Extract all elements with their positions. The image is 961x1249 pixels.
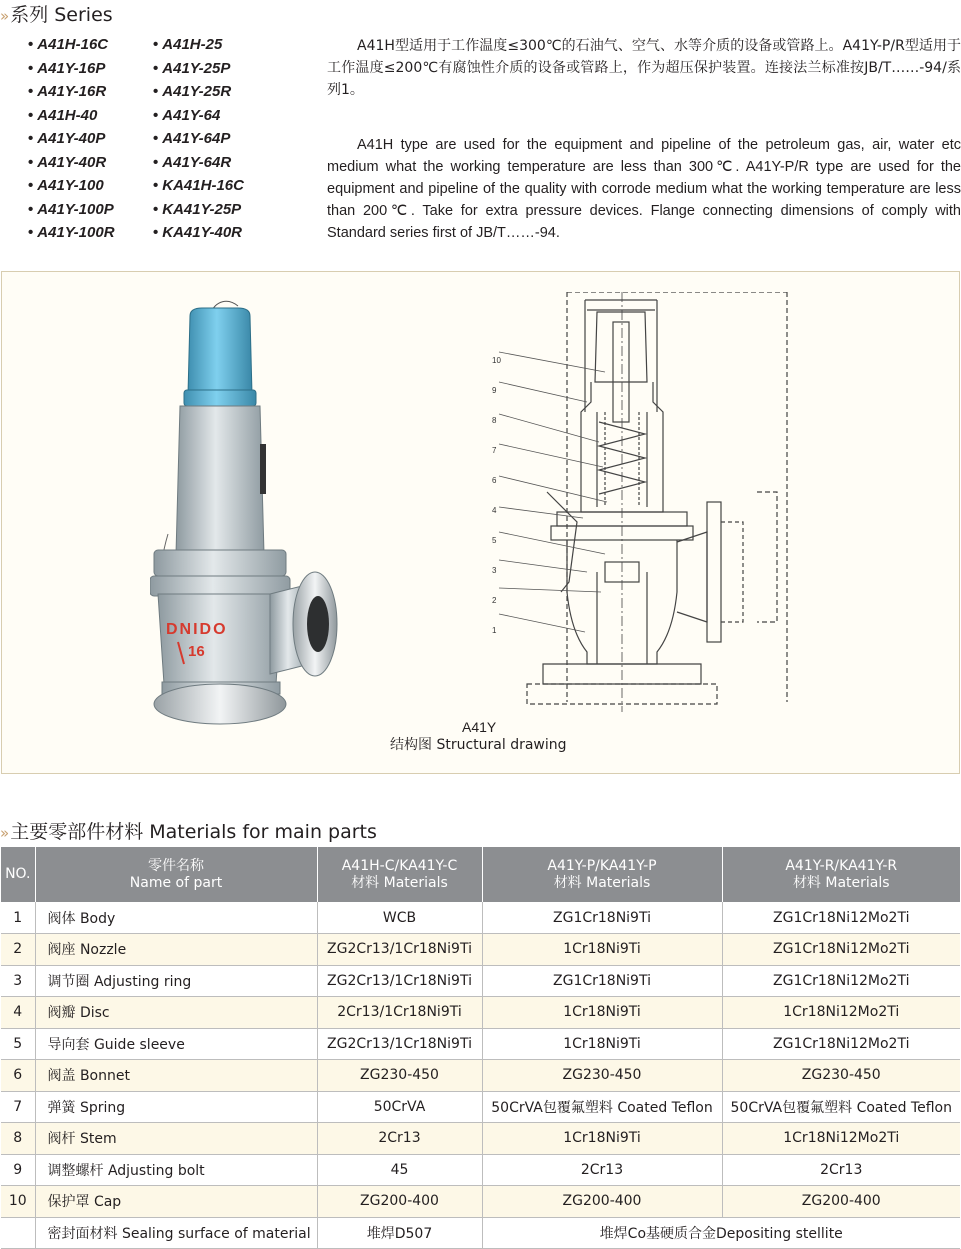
model-column-2	[153, 36, 283, 248]
callout-number: 9	[492, 386, 497, 395]
materials-table	[1, 847, 960, 1249]
table-row	[1, 1154, 960, 1186]
svg-text:16: 16	[188, 643, 205, 660]
cell-name: 导向套 Guide sleeve	[35, 1028, 317, 1060]
cell-c1: 50CrVA	[317, 1091, 482, 1123]
cell-no: 10	[1, 1186, 35, 1218]
model-item: • A41Y-40R	[28, 153, 107, 171]
model-item: • A41H-16C	[28, 36, 109, 53]
cell-c2: 1Cr18Ni9Ti	[482, 1028, 722, 1060]
caption-code: A41Y	[462, 719, 497, 735]
table-row	[1, 1091, 960, 1123]
cell-no	[1, 1217, 35, 1249]
callout-number: 2	[492, 596, 497, 605]
model-item: • A41H-25	[153, 36, 223, 53]
bullet-icon: •	[28, 59, 34, 77]
description-cn: A41H型适用于工作温度≤300℃的石油气、空气、水等介质的设备或管路上。A41Y-P/R型适用于工作温度≤200℃有腐蚀性介质的设备或管路上，作为超压保护装置。连接法兰标准按JB/T……-94/系列1。	[327, 38, 961, 98]
cell-c3: 1Cr18Ni12Mo2Ti	[722, 997, 960, 1029]
callout-number: 5	[492, 536, 497, 545]
header-col2: A41Y-P/KA41Y-P 材料 Materials	[482, 847, 722, 902]
model-item: • A41Y-25R	[153, 83, 232, 100]
table-row	[1, 1123, 960, 1155]
cell-c2: 1Cr18Ni9Ti	[482, 997, 722, 1029]
cell-c3: 2Cr13	[722, 1154, 960, 1186]
bullet-icon: •	[153, 106, 159, 124]
cell-no: 2	[1, 934, 35, 966]
callout-number: 4	[492, 506, 497, 515]
cell-name: 阀体 Body	[35, 902, 317, 934]
table-row	[1, 1060, 960, 1092]
callout-number: 1	[492, 626, 497, 635]
callout-number: 6	[492, 476, 497, 485]
bullet-icon: •	[153, 200, 159, 218]
cell-no: 9	[1, 1154, 35, 1186]
description-en: A41H type are used for the equipment and pipeline of the petroleum gas, air, water etc medium what the working temperature are less than 300℃. A41Y-P/R type are used for the equipment and pipeline of the quality with corrode medium what the working temperature are less than 200℃. Take for extra pressure devices. Flange connecting dimensions of comply with Standard series first of JB/T……-94.	[327, 137, 961, 241]
cell-no: 7	[1, 1091, 35, 1123]
table-row	[1, 902, 960, 934]
cell-name: 阀杆 Stem	[35, 1123, 317, 1155]
callout-number: 7	[492, 446, 497, 455]
cell-name: 阀盖 Bonnet	[35, 1060, 317, 1092]
cell-c3: ZG1Cr18Ni12Mo2Ti	[722, 965, 960, 997]
cell-c2: 2Cr13	[482, 1154, 722, 1186]
cell-name: 调整螺杆 Adjusting bolt	[35, 1154, 317, 1186]
model-column-1	[28, 36, 158, 248]
bullet-icon: •	[28, 200, 34, 218]
cell-c2: 50CrVA包覆氟塑料 Coated Teflon	[482, 1091, 722, 1123]
valve-photo	[150, 294, 350, 734]
model-item: • A41Y-100P	[28, 200, 114, 218]
cell-c2: 1Cr18Ni9Ti	[482, 1123, 722, 1155]
bullet-icon: •	[153, 153, 159, 171]
model-item: • A41Y-40P	[28, 130, 106, 147]
bullet-icon: •	[153, 177, 159, 194]
cell-c3: ZG1Cr18Ni12Mo2Ti	[722, 902, 960, 934]
table-header-row	[1, 847, 960, 902]
callout-number: 10	[492, 356, 501, 365]
cell-no: 5	[1, 1028, 35, 1060]
cell-c3: ZG200-400	[722, 1186, 960, 1218]
caption-label: 结构图 Structural drawing	[390, 737, 567, 753]
bullet-icon: •	[28, 106, 34, 124]
cell-c1: WCB	[317, 902, 482, 934]
bullet-icon: •	[28, 153, 34, 171]
cell-c1: 堆焊D507	[317, 1217, 482, 1249]
table-row-sealing	[1, 1217, 960, 1249]
cell-name: 保护罩 Cap	[35, 1186, 317, 1218]
cell-no: 3	[1, 965, 35, 997]
bullet-icon: •	[28, 83, 34, 100]
bullet-icon: •	[28, 177, 34, 194]
cell-c3: 1Cr18Ni12Mo2Ti	[722, 1123, 960, 1155]
model-item: • A41Y-25P	[153, 59, 231, 77]
model-item: • KA41Y-25P	[153, 200, 242, 218]
cell-c1: ZG230-450	[317, 1060, 482, 1092]
model-item: • A41Y-64R	[153, 153, 232, 171]
structural-drawing	[487, 292, 807, 717]
svg-text:DNIDO: DNIDO	[166, 621, 228, 638]
model-item: • A41Y-100	[28, 177, 104, 194]
bullet-icon: •	[153, 59, 159, 77]
cell-c3: ZG1Cr18Ni12Mo2Ti	[722, 934, 960, 966]
header-col3: A41Y-R/KA41Y-R 材料 Materials	[722, 847, 960, 902]
cell-c1: ZG2Cr13/1Cr18Ni9Ti	[317, 965, 482, 997]
cell-c2: 1Cr18Ni9Ti	[482, 934, 722, 966]
cell-name: 调节圈 Adjusting ring	[35, 965, 317, 997]
cell-name: 弹簧 Spring	[35, 1091, 317, 1123]
callout-numbers	[492, 346, 501, 646]
cell-c2: ZG200-400	[482, 1186, 722, 1218]
model-item: • A41Y-64P	[153, 130, 231, 147]
cell-name: 阀座 Nozzle	[35, 934, 317, 966]
table-row	[1, 1186, 960, 1218]
model-item: • KA41Y-40R	[153, 224, 243, 241]
cell-c2: ZG1Cr18Ni9Ti	[482, 965, 722, 997]
cell-no: 1	[1, 902, 35, 934]
model-item: • A41Y-16P	[28, 59, 106, 77]
header-name: 零件名称 Name of part	[35, 847, 317, 902]
bullet-icon: •	[28, 130, 34, 147]
model-item: • A41Y-16R	[28, 83, 107, 100]
bullet-icon: •	[153, 36, 159, 53]
figure-panel	[1, 271, 960, 774]
cell-c3: ZG1Cr18Ni12Mo2Ti	[722, 1028, 960, 1060]
double-chevron-icon: »	[0, 824, 7, 842]
table-row	[1, 965, 960, 997]
cell-c23: 堆焊Co基硬质合金Depositing stellite	[482, 1217, 960, 1249]
cell-c1: ZG200-400	[317, 1186, 482, 1218]
cell-c1: 2Cr13/1Cr18Ni9Ti	[317, 997, 482, 1029]
figure-caption	[390, 718, 567, 754]
model-item: • A41Y-64	[153, 106, 221, 124]
cell-name: 密封面材料 Sealing surface of material	[35, 1217, 317, 1249]
materials-title: » 主要零部件材料 Materials for main parts	[0, 821, 377, 843]
cell-no: 8	[1, 1123, 35, 1155]
cell-c1: ZG2Cr13/1Cr18Ni9Ti	[317, 1028, 482, 1060]
double-chevron-icon: »	[0, 7, 7, 25]
callout-number: 8	[492, 416, 497, 425]
header-no: NO.	[1, 847, 35, 902]
bullet-icon: •	[28, 224, 34, 241]
table-row	[1, 1028, 960, 1060]
table-row	[1, 934, 960, 966]
bullet-icon: •	[153, 130, 159, 147]
callout-number: 3	[492, 566, 497, 575]
cell-no: 6	[1, 1060, 35, 1092]
cell-no: 4	[1, 997, 35, 1029]
header-col1: A41H-C/KA41Y-C 材料 Materials	[317, 847, 482, 902]
cell-c3: 50CrVA包覆氟塑料 Coated Teflon	[722, 1091, 960, 1123]
cell-c1: 2Cr13	[317, 1123, 482, 1155]
model-item: • A41Y-100R	[28, 224, 115, 241]
cell-c3: ZG230-450	[722, 1060, 960, 1092]
bullet-icon: •	[153, 83, 159, 100]
cell-c1: 45	[317, 1154, 482, 1186]
model-item: • A41H-40	[28, 106, 98, 124]
bullet-icon: •	[28, 36, 34, 53]
cell-c1: ZG2Cr13/1Cr18Ni9Ti	[317, 934, 482, 966]
cell-name: 阀瓣 Disc	[35, 997, 317, 1029]
bullet-icon: •	[153, 224, 159, 241]
series-title: » 系列 Series	[0, 4, 113, 26]
cell-c2: ZG1Cr18Ni9Ti	[482, 902, 722, 934]
table-row	[1, 997, 960, 1029]
cell-c2: ZG230-450	[482, 1060, 722, 1092]
model-item: • KA41H-16C	[153, 177, 244, 194]
